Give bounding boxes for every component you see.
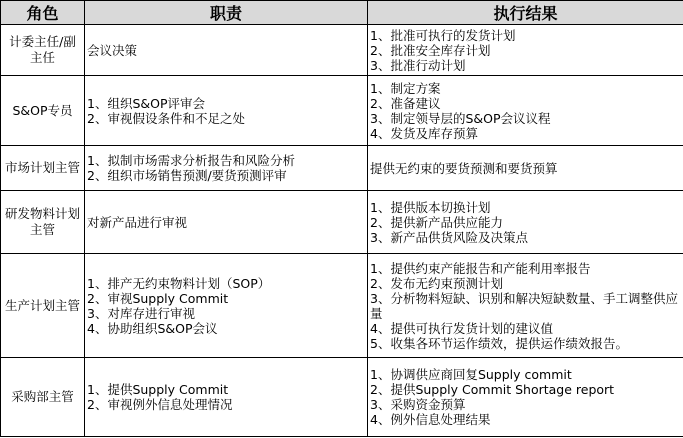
result-line: 4、例外信息处理结果	[370, 412, 491, 427]
result-cell	[368, 254, 683, 358]
duty-line: 4、协助组织S&OP会议	[87, 320, 218, 336]
duty-line: 2、组织市场销售预测/要货预测评审	[87, 168, 287, 183]
table-row	[1, 25, 683, 76]
result-line: 2、发布无约束预测计划	[370, 275, 503, 291]
duty-line: 1、拟制市场需求分析报告和风险分析	[87, 153, 295, 168]
role-cell: 计委主任/副主任	[1, 25, 85, 76]
duty-line: 1、提供Supply Commit	[87, 382, 229, 397]
result-line: 2、提供新产品供应能力	[370, 214, 503, 230]
result-cell	[368, 76, 683, 146]
table-row	[1, 191, 683, 254]
result-line: 1、提供版本切换计划	[370, 199, 491, 215]
result-cell	[368, 358, 683, 437]
duty-cell	[85, 146, 368, 191]
result-line: 3、批准行动计划	[370, 57, 466, 73]
header-result: 执行结果	[368, 1, 683, 25]
role-cell: 生产计划主管	[1, 254, 85, 358]
duty-cell	[85, 76, 368, 146]
duty-line: 3、对库存进行审视	[87, 305, 195, 321]
duty-line: 2、审视假设条件和不足之处	[87, 110, 245, 126]
role-cell: S&OP专员	[1, 76, 85, 146]
result-cell	[368, 146, 683, 191]
role-cell: 市场计划主管	[1, 146, 85, 191]
result-line: 4、提供可执行发货计划的建议值	[370, 320, 553, 336]
result-line: 3、分析物料短缺、识别和解决短缺数量、手工调整供应量	[370, 290, 678, 321]
result-line: 1、批准可执行的发货计划	[370, 27, 516, 43]
table-row	[1, 254, 683, 358]
result-line: 3、新产品供货风险及决策点	[370, 229, 528, 245]
result-line: 2、准备建议	[370, 95, 441, 111]
duty-line: 1、排产无约束物料计划（SOP）	[87, 275, 271, 291]
result-line: 4、发货及库存预算	[370, 125, 478, 141]
duty-line: 会议决策	[87, 42, 138, 58]
result-line: 3、采购资金预算	[370, 397, 466, 412]
result-cell	[368, 191, 683, 254]
duty-cell	[85, 358, 368, 437]
result-line: 1、提供约束产能报告和产能利用率报告	[370, 260, 591, 276]
role-cell: 采购部主管	[1, 358, 85, 437]
duty-line: 2、审视例外信息处理情况	[87, 397, 233, 412]
table-row	[1, 146, 683, 191]
duty-cell	[85, 25, 368, 76]
result-cell	[368, 25, 683, 76]
result-line: 1、协调供应商回复Supply commit	[370, 367, 572, 382]
result-line: 5、收集各环节运作绩效，提供运作绩效报告。	[370, 335, 628, 351]
duty-cell	[85, 254, 368, 358]
header-duty: 职责	[85, 1, 368, 25]
table-row	[1, 358, 683, 437]
result-line: 提供无约束的要货预测和要货预算	[370, 160, 558, 176]
result-line: 3、制定领导层的S&OP会议议程	[370, 110, 551, 126]
result-line: 2、批准安全库存计划	[370, 42, 491, 58]
table-row	[1, 76, 683, 146]
duty-line: 对新产品进行审视	[87, 214, 188, 230]
header-row	[1, 1, 683, 25]
duty-line: 1、组织S&OP评审会	[87, 95, 206, 111]
result-line: 2、提供Supply Commit Shortage report	[370, 382, 615, 397]
duty-cell	[85, 191, 368, 254]
header-role: 角色	[1, 1, 85, 25]
role-cell: 研发物料计划主管	[1, 191, 85, 254]
result-line: 1、制定方案	[370, 80, 441, 96]
duty-line: 2、审视Supply Commit	[87, 290, 229, 306]
